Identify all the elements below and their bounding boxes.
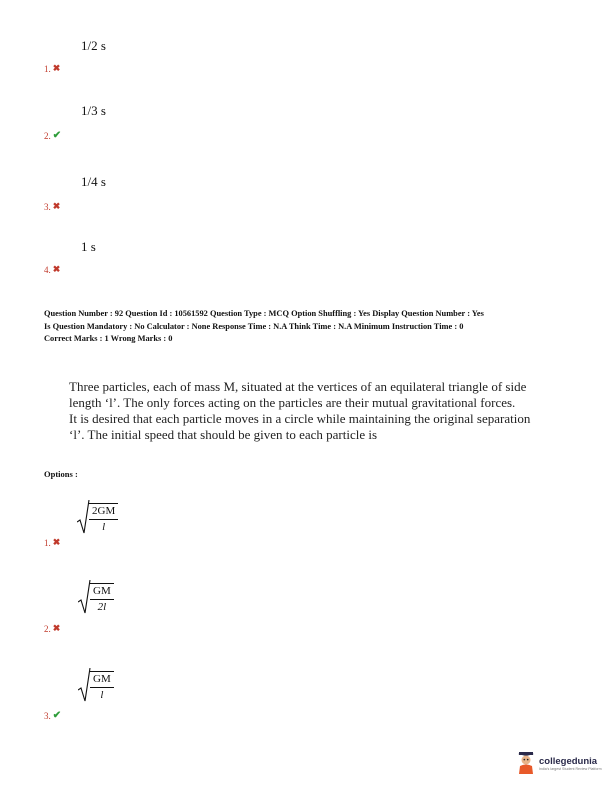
meta-line-1: Question Number : 92 Question Id : 10561592 Question Type : MCQ Option Shuffling : Yes Display Question Number : Yes bbox=[44, 309, 484, 318]
fraction bbox=[89, 503, 118, 534]
question-line-4: ‘l’. The initial speed that should be given to each particle is bbox=[69, 427, 378, 442]
prev-option-1-value: 1/2 s bbox=[81, 38, 106, 53]
wrong-mark-icon: ✖ bbox=[52, 201, 61, 211]
question-line-2: length ‘l’. The only forces acting on the particles are their mutual gravitational forces. bbox=[69, 395, 516, 410]
denominator: 2l bbox=[97, 601, 107, 613]
prev-option-4-value: 1 s bbox=[81, 239, 96, 254]
prev-option-4 bbox=[44, 264, 60, 275]
option-2 bbox=[44, 623, 60, 634]
options-label: Options : bbox=[44, 469, 78, 479]
wrong-mark-icon: ✖ bbox=[52, 264, 61, 274]
option-1 bbox=[44, 537, 60, 548]
correct-check-icon: ✔ bbox=[52, 130, 62, 141]
brand-tagline: India's largest Student Review Platform bbox=[539, 766, 602, 771]
brand-logo bbox=[517, 752, 602, 774]
prev-option-2-value: 1/3 s bbox=[81, 103, 106, 118]
prev-option-3-value: 1/4 s bbox=[81, 174, 106, 189]
option-number: 4. bbox=[44, 264, 51, 275]
denominator: l bbox=[102, 521, 106, 533]
prev-option-1 bbox=[44, 63, 60, 74]
meta-line-3: Correct Marks : 1 Wrong Marks : 0 bbox=[44, 334, 173, 343]
option-1-formula bbox=[77, 500, 118, 534]
correct-check-icon: ✔ bbox=[52, 710, 62, 721]
option-number: 3. bbox=[44, 710, 51, 721]
numerator: GM bbox=[90, 672, 114, 688]
option-number: 1. bbox=[44, 63, 51, 74]
prev-option-2 bbox=[44, 130, 61, 141]
wrong-mark-icon: ✖ bbox=[52, 63, 61, 73]
option-number: 1. bbox=[44, 537, 51, 548]
mascot-icon bbox=[517, 752, 535, 774]
brand-name: collegedunia bbox=[539, 755, 598, 767]
numerator: 2GM bbox=[89, 504, 118, 520]
option-2-formula bbox=[78, 580, 114, 614]
option-3-formula bbox=[78, 668, 114, 702]
question-line-1: Three particles, each of mass M, situated at the vertices of an equilateral triangle of side bbox=[69, 379, 527, 394]
denominator: l bbox=[100, 689, 104, 701]
question-text bbox=[69, 379, 559, 443]
numerator: GM bbox=[90, 584, 114, 600]
question-line-3: It is desired that each particle moves in a circle while maintaining the original separation bbox=[69, 411, 531, 426]
fraction bbox=[90, 583, 114, 614]
option-number: 2. bbox=[44, 623, 51, 634]
fraction bbox=[90, 671, 114, 702]
wrong-mark-icon: ✖ bbox=[52, 623, 61, 633]
option-3 bbox=[44, 710, 61, 721]
question-meta bbox=[44, 308, 574, 346]
meta-line-2: Is Question Mandatory : No Calculator : None Response Time : N.A Think Time : N.A Minimum Instruction Time : 0 bbox=[44, 321, 464, 331]
option-number: 2. bbox=[44, 130, 51, 141]
prev-option-3 bbox=[44, 201, 60, 212]
wrong-mark-icon: ✖ bbox=[52, 537, 61, 547]
option-number: 3. bbox=[44, 201, 51, 212]
